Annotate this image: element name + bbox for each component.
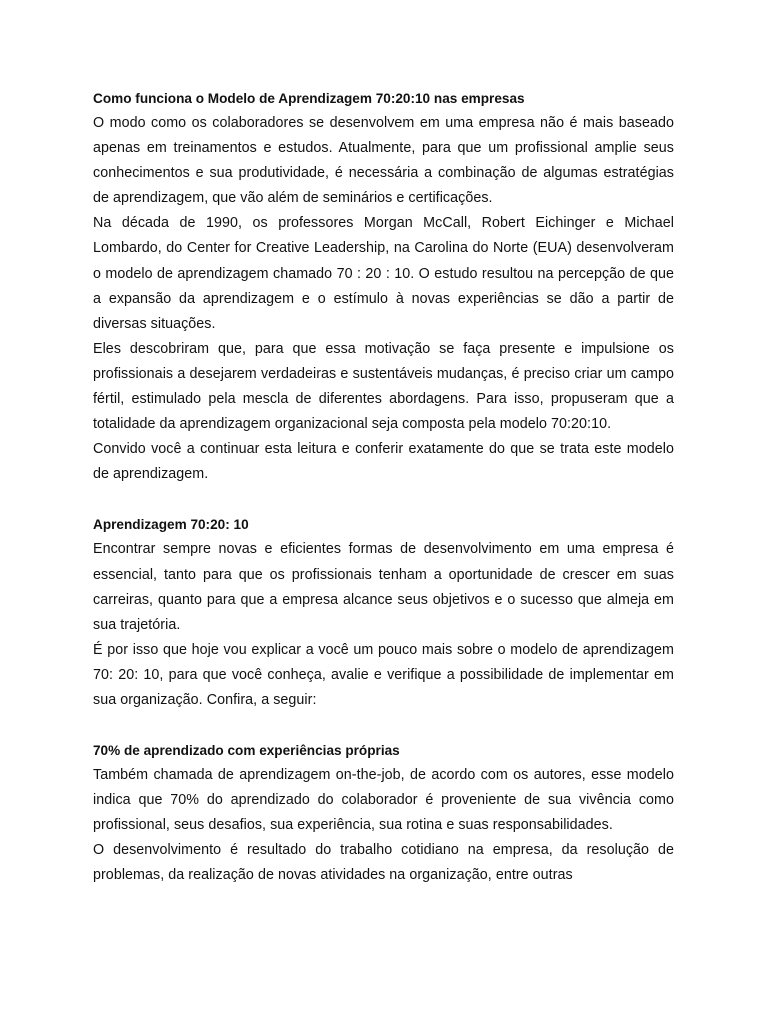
section-heading: 70% de aprendizado com experiências próprias — [93, 743, 400, 759]
paragraph: O modo como os colaboradores se desenvolvem em uma empresa não é mais baseado apenas em treinamentos e estudos. Atualmente, para que um profissional amplie seus conhecimentos e sua produtividade, é necessária a combinação de algumas estratégias de aprendizagem, que vão além de seminários e certificações. — [93, 115, 674, 207]
paragraph: Convido você a continuar esta leitura e conferir exatamente do que se trata este modelo de aprendizagem. — [93, 441, 674, 483]
paragraph: O desenvolvimento é resultado do trabalho cotidiano na empresa, da resolução de problemas, da realização de novas atividades na organização, entre outras — [93, 842, 674, 884]
section-how-model-works — [93, 86, 674, 487]
paragraph: Na década de 1990, os professores Morgan McCall, Robert Eichinger e Michael Lombardo, do Center for Creative Leadership, na Carolina do Norte (EUA) desenvolveram o modelo de aprendizagem chamado 70 : 20 : 10. O estudo resultou na percepção de que a expansão da aprendizagem e o estímulo à novas experiências se dão a partir de diversas situações. — [93, 215, 674, 332]
section-heading: Como funciona o Modelo de Aprendizagem 70:20:10 nas empresas — [93, 91, 525, 106]
section-heading: Aprendizagem 70:20: 10 — [93, 517, 249, 533]
section-aprendizagem-702010 — [93, 512, 674, 713]
paragraph: É por isso que hoje vou explicar a você um pouco mais sobre o modelo de aprendizagem 70: 20: 10, para que você conheça, avalie e verifique a possibilidade de implementar em sua organização. Confira, a seguir: — [93, 641, 674, 708]
paragraph: Encontrar sempre novas e eficientes formas de desenvolvimento em uma empresa é essencial, tanto para que os profissionais tenham a oportunidade de crescer em suas carreiras, quanto para que a empresa alcance seus objetivos e o sucesso que almeja em sua trajetória. — [93, 541, 674, 633]
paragraph: Eles descobriram que, para que essa motivação se faça presente e impulsione os profissionais a desejarem verdadeiras e sustentáveis mudanças, é preciso criar um campo fértil, estimulado pela mescla de diferentes abordagens. Para isso, propuseram que a totalidade da aprendizagem organizacional seja composta pela modelo 70:20:10. — [93, 340, 674, 433]
document-page — [93, 86, 674, 889]
paragraph: Também chamada de aprendizagem on-the-job, de acordo com os autores, esse modelo indica que 70% do aprendizado do colaborador é proveniente de sua vivência como profissional, seus desafios, sua experiência, sua rotina e suas responsabilidades. — [93, 767, 674, 834]
section-70-percent — [93, 738, 674, 888]
